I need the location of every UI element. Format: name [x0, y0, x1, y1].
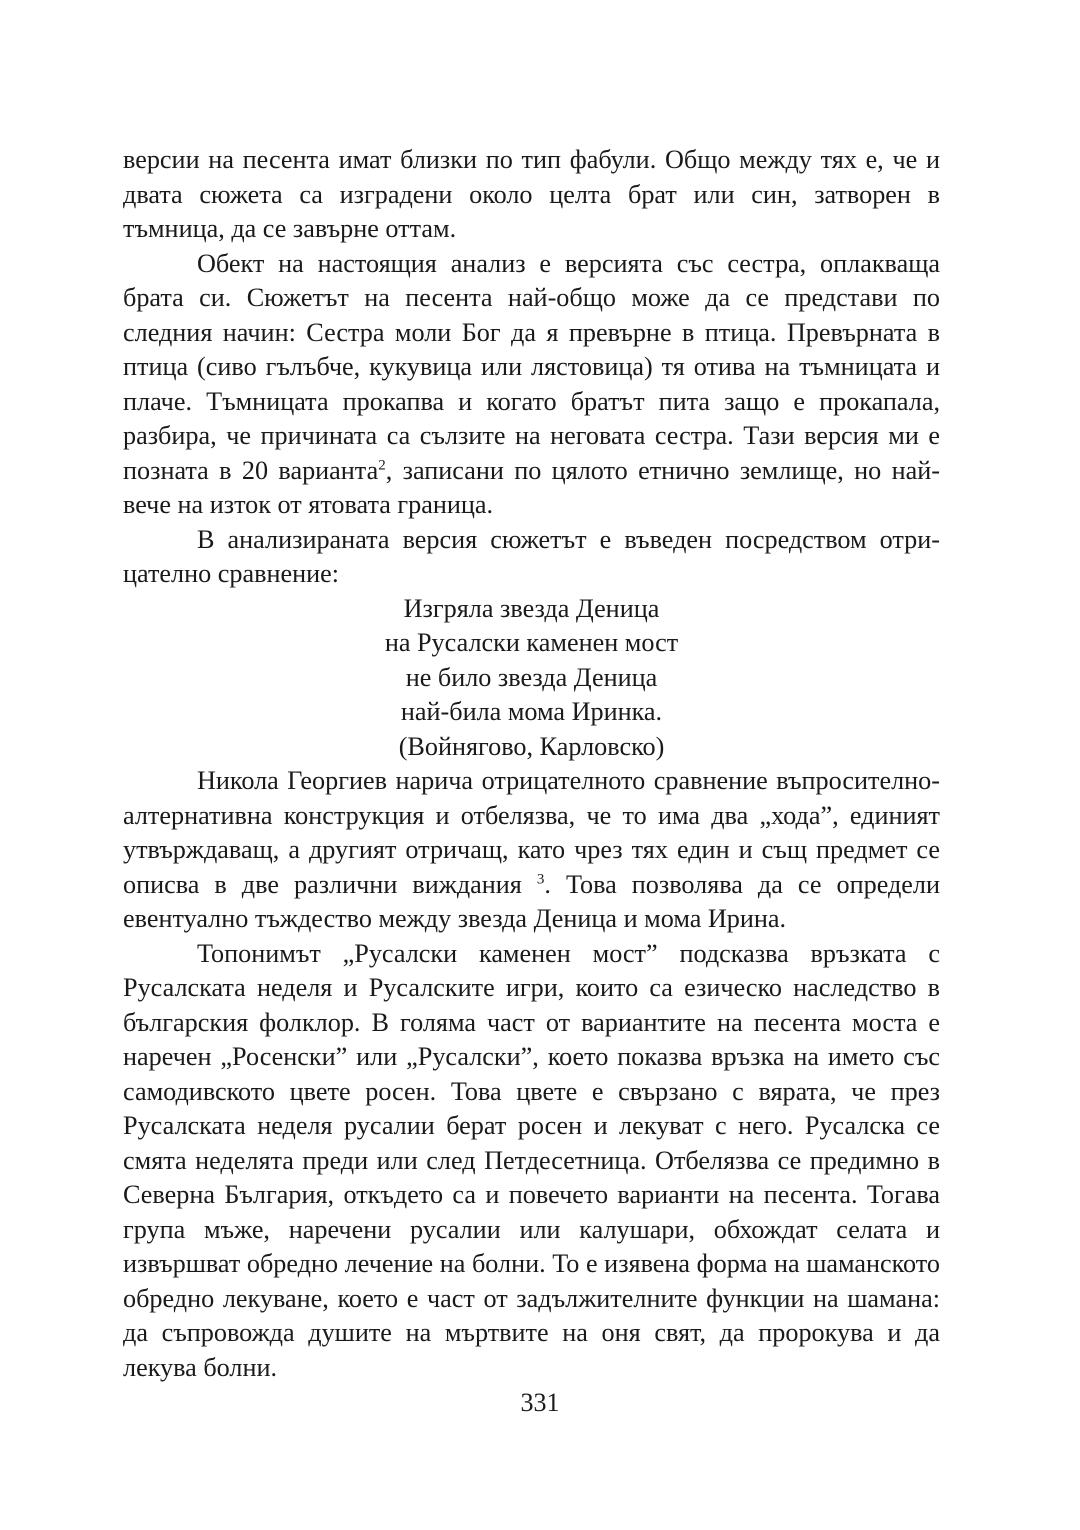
- paragraph-4: [123, 764, 940, 937]
- poem-line-3: не било звезда Деница: [405, 662, 658, 692]
- paragraph-3: В анализираната версия сюжетът е въведен посредством отрицателно сравнение:: [123, 524, 940, 588]
- footnote-ref-3[interactable]: 3: [536, 870, 545, 887]
- paragraph-4-text-a: Никола Георгиев нарича отрицателното сравнение въпросително-алтернативна конструкция и отбелязва, че то има два „хода”, единият утвърждаващ, а другият отричащ, като чрез тях един и същ предмет се описва в две различни виждания: [123, 766, 940, 899]
- poem-line-2: на Русалски каменен мост: [384, 628, 679, 657]
- poem-line-1: Изгряла звезда Деница: [403, 593, 660, 623]
- paragraph-5: Топонимът „Русалски каменен мост” подсказва връзката с Русалската неделя и Русалските игри, които са езическо наследство в българския фолклор. В голяма част от вариантите на песента моста е наречен „Росенски” или „Русалски”, което показва връзка на името със самодивското цвете росен. Това цвете е свързано с вярата, че през Русалската неделя русалии берат росен и лекуват с него. Русалска се смята неделята преди или след Петдесетница. Отбелязва се предимно в Северна България, откъдето са и повечето варианти на песента. Тогава група мъже, наречени русалии или калушари, обхождат селата и извършват обредно лечение на болни. То е изявена форма на шаманското обредно лекуване, което е част от задължителните функции на шамана: да съпровожда душите на мъртвите на оня свят, да пророкува и да лекува болни.: [123, 938, 940, 1382]
- paragraph-2: [123, 247, 940, 523]
- poem-source: (Войнягово, Карловско): [398, 731, 665, 761]
- paragraph-2-text-b: , записани по цялото етнично землище, но най-вече на изток от ятовата граница.: [123, 455, 940, 519]
- paragraph-2-text-a: Обект на настоящия анализ е версията със сестра, оплакваща брата си. Сюжетът на песента най-общо може да се представи по следния начин: Сестра моли Бог да я превърне в птица. Превърната в птица (сиво гълъбче, кукувица или лястовица) тя отива на тъмницата и плаче. Тъмницата прокапва и когато братът пита защо е прокапала, разбира, че причината са сълзите на неговата сестра. Тази версия ми е позната в 20 варианта: [123, 248, 940, 485]
- poem-line-4: най-била мома Иринка.: [400, 697, 663, 726]
- page-body: [123, 143, 940, 1385]
- poem-quote: [123, 592, 940, 765]
- paragraph-4-text-b: . Това позволява да се определи евентуално тъждество между звезда Деница и мома Ирина.: [123, 869, 940, 933]
- page-number: 331: [520, 1388, 560, 1417]
- footnote-ref-2[interactable]: 2: [378, 456, 386, 473]
- paragraph-1: версии на песента имат близки по тип фабули. Общо между тях е, че и двата сюжета са изградени около целта брат или син, затворен в тъмница, да се завърне оттам.: [123, 145, 940, 243]
